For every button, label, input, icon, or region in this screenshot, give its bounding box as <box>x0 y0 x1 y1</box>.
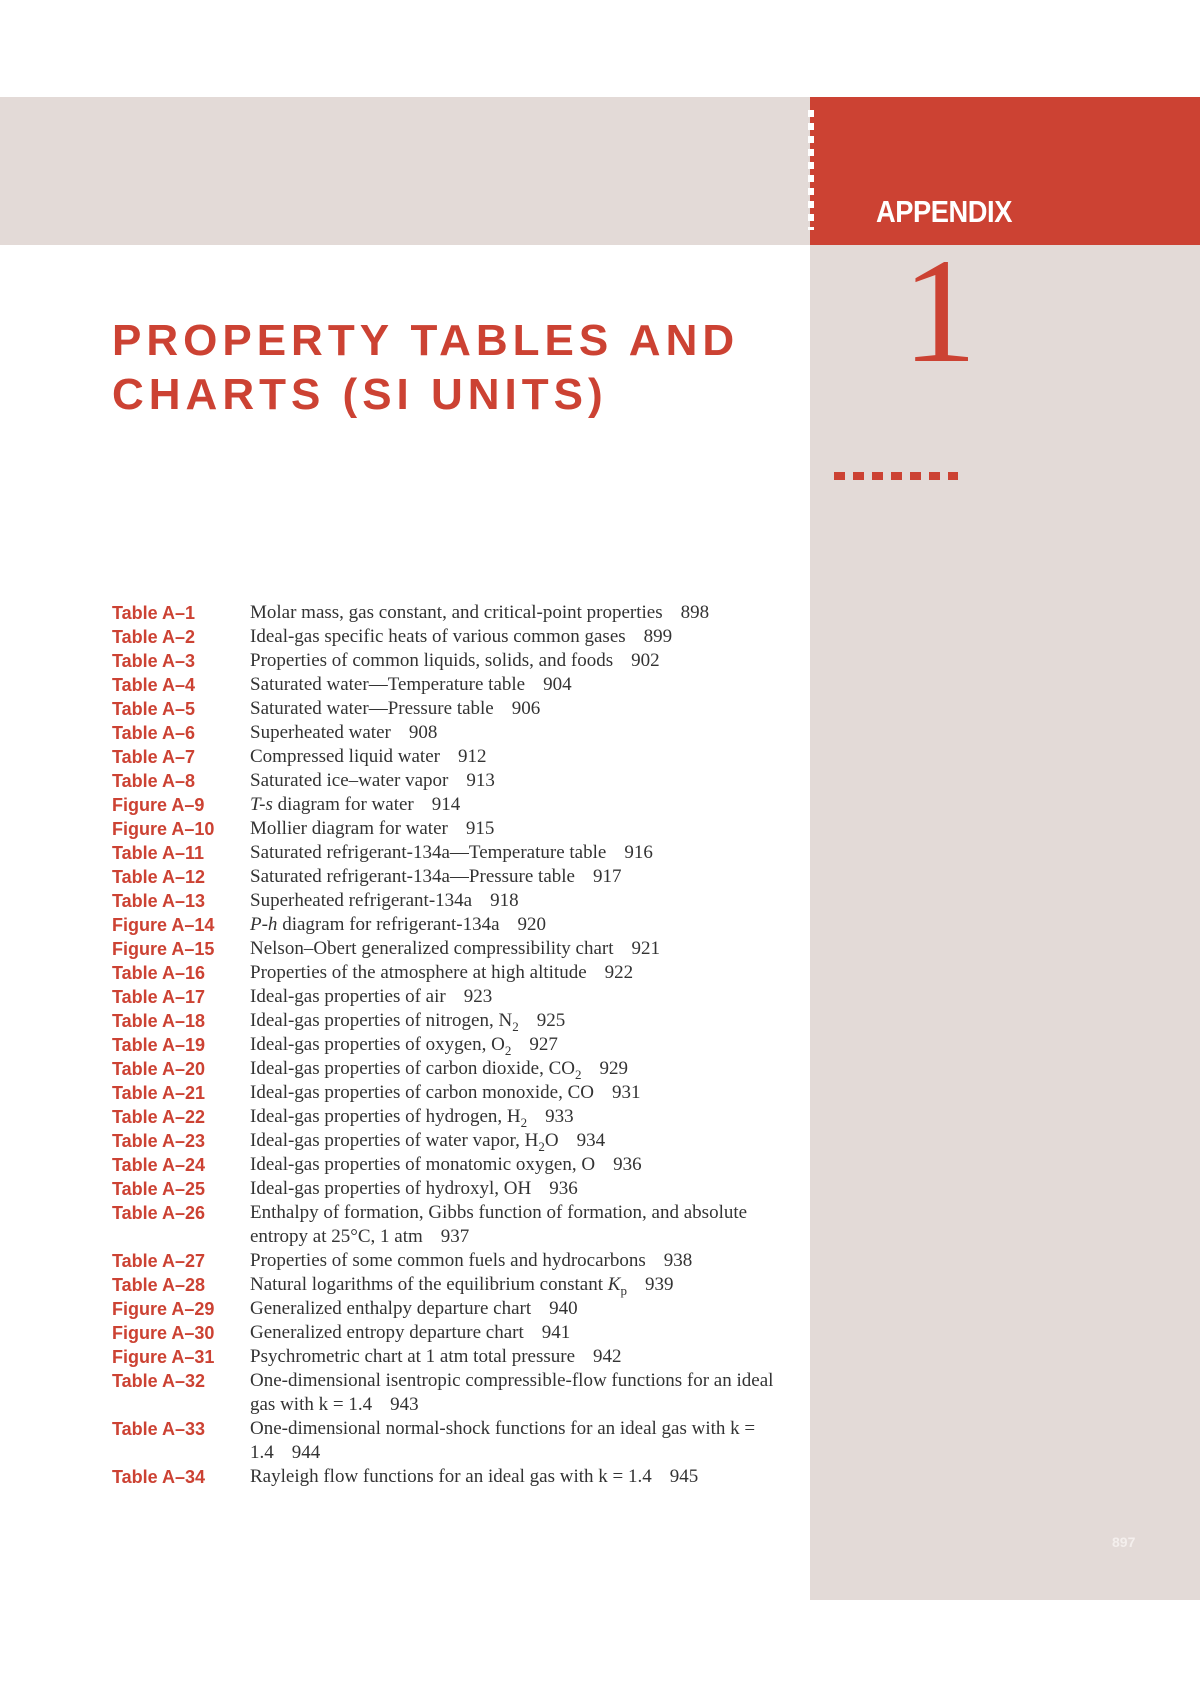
toc-entry-description <box>250 697 802 721</box>
toc-entry-description <box>250 721 802 745</box>
toc-entry-subscript: 2 <box>504 1042 512 1058</box>
toc-entry <box>112 649 802 673</box>
toc-entry-text: Mollier diagram for water <box>250 818 448 839</box>
toc-entry-page-number: 934 <box>576 1130 606 1151</box>
toc-entry-label: Table A–12 <box>112 867 206 887</box>
toc-entry-description <box>250 1129 802 1153</box>
toc-entry <box>112 1201 802 1249</box>
toc-entry-subscript: 2 <box>538 1138 545 1154</box>
appendix-number: 1 <box>902 228 977 394</box>
toc-entry-text: Ideal-gas properties of oxygen, O <box>250 1034 505 1055</box>
toc-entry-label: Table A–13 <box>112 891 206 911</box>
toc-entry-page-number: 923 <box>463 986 493 1007</box>
toc-entry-text: Superheated refrigerant-134a <box>250 890 473 911</box>
toc-entry-text: Generalized enthalpy departure chart <box>250 1298 532 1319</box>
toc-entry <box>112 721 802 745</box>
toc-entry-description <box>250 841 802 865</box>
toc-entry-text: Molar mass, gas constant, and critical-point properties <box>250 602 663 623</box>
toc-entry <box>112 937 802 961</box>
page-title-line-1: PROPERTY TABLES AND <box>112 316 740 365</box>
toc-entry-label: Table A–26 <box>112 1203 206 1223</box>
toc-entry-text: Saturated refrigerant-134a—Pressure table <box>250 866 575 887</box>
toc-entry-page-number: 938 <box>663 1250 693 1271</box>
toc-entry-subscript: p <box>620 1282 627 1298</box>
toc-entry <box>112 913 802 937</box>
toc-entry-subscript: 2 <box>520 1114 528 1130</box>
toc-entry-description <box>250 817 802 841</box>
appendix-label: APPENDIX <box>876 194 1012 229</box>
toc-entry-label: Table A–18 <box>112 1011 206 1031</box>
toc-entry <box>112 841 802 865</box>
toc-entry-description <box>250 1297 802 1321</box>
toc-entry-text: Properties of some common fuels and hydrocarbons <box>250 1250 646 1271</box>
toc-entry-text: Enthalpy of formation, Gibbs function of formation, and absolute entropy at 25°C, 1 atm <box>250 1202 748 1247</box>
toc-entry-description <box>250 1201 802 1249</box>
page-title-line-2: CHARTS (SI UNITS) <box>112 370 608 419</box>
toc-entry-label: Table A–33 <box>112 1419 206 1439</box>
table-of-contents <box>112 601 802 1489</box>
decorative-dashes <box>834 472 958 480</box>
toc-entry <box>112 1153 802 1177</box>
toc-entry-description <box>250 1345 802 1369</box>
toc-entry-text: Rayleigh flow functions for an ideal gas with k = 1.4 <box>250 1466 652 1487</box>
toc-entry-page-number: 914 <box>431 794 461 815</box>
toc-entry <box>112 817 802 841</box>
toc-entry <box>112 1009 802 1033</box>
toc-entry-page-number: 908 <box>408 722 438 743</box>
toc-entry-text: Ideal-gas properties of hydrogen, H <box>250 1106 521 1127</box>
toc-entry-text: Properties of the atmosphere at high altitude <box>250 962 587 983</box>
toc-entry-label: Figure A–14 <box>112 915 215 935</box>
toc-entry-page-number: 922 <box>604 962 634 983</box>
toc-entry-description <box>250 1273 802 1297</box>
toc-entry-page-number: 906 <box>511 698 541 719</box>
toc-entry <box>112 601 802 625</box>
toc-entry-text: Ideal-gas properties of monatomic oxygen, O <box>250 1154 596 1175</box>
toc-entry-page-number: 939 <box>644 1274 674 1295</box>
toc-entry-text: Ideal-gas specific heats of various common gases <box>250 626 626 647</box>
toc-entry <box>112 1297 802 1321</box>
toc-entry-page-number: 927 <box>529 1034 558 1055</box>
toc-entry-label: Figure A–10 <box>112 819 215 839</box>
toc-entry <box>112 1369 802 1417</box>
toc-entry-symbol: T-s <box>250 794 273 815</box>
toc-entry-description <box>250 1153 802 1177</box>
toc-entry <box>112 673 802 697</box>
toc-entry-page-number: 916 <box>624 842 653 863</box>
toc-entry-label: Table A–3 <box>112 651 196 671</box>
toc-entry-page-number: 917 <box>592 866 622 887</box>
toc-entry-text: Ideal-gas properties of water vapor, H <box>250 1130 539 1151</box>
toc-entry-label: Table A–19 <box>112 1035 206 1055</box>
toc-entry-label: Figure A–9 <box>112 795 205 815</box>
toc-entry-text: One-dimensional normal-shock functions for an ideal gas with k = 1.4 <box>250 1418 756 1463</box>
toc-entry-text: Ideal-gas properties of nitrogen, N <box>250 1010 513 1031</box>
toc-entry-page-number: 936 <box>549 1178 578 1199</box>
toc-entry-symbol: K <box>607 1274 621 1295</box>
toc-entry-description <box>250 865 802 889</box>
toc-entry-label: Table A–17 <box>112 987 206 1007</box>
toc-entry <box>112 1321 802 1345</box>
toc-entry-page-number: 913 <box>466 770 495 791</box>
toc-entry-description <box>250 1105 802 1129</box>
toc-entry-description <box>250 1321 802 1345</box>
toc-entry-description <box>250 889 802 913</box>
toc-entry-text: Saturated water—Pressure table <box>250 698 494 719</box>
toc-entry-label: Table A–22 <box>112 1107 206 1127</box>
toc-entry-text: Ideal-gas properties of carbon dioxide, CO <box>250 1058 576 1079</box>
toc-entry-subscript: 2 <box>512 1018 519 1034</box>
toc-entry-description <box>250 985 802 1009</box>
toc-entry-symbol: P-h <box>250 914 278 935</box>
toc-entry-page-number: 904 <box>543 674 572 695</box>
toc-entry-page-number: 940 <box>549 1298 578 1319</box>
toc-entry-text: Natural logarithms of the equilibrium constant <box>250 1274 608 1295</box>
toc-entry <box>112 1273 802 1297</box>
toc-entry-page-number: 942 <box>593 1346 622 1367</box>
toc-entry-description <box>250 1057 802 1081</box>
toc-entry-description <box>250 649 802 673</box>
toc-entry-page-number: 937 <box>440 1226 470 1247</box>
toc-entry <box>112 769 802 793</box>
toc-entry-description <box>250 1249 802 1273</box>
toc-entry-page-number: 944 <box>291 1442 321 1463</box>
toc-entry-label: Table A–7 <box>112 747 196 767</box>
toc-entry-description <box>250 913 802 937</box>
toc-entry-label: Table A–28 <box>112 1275 206 1295</box>
toc-entry-page-number: 929 <box>599 1058 629 1079</box>
toc-entry-text: Ideal-gas properties of carbon monoxide, CO <box>250 1082 595 1103</box>
toc-entry-text: Psychrometric chart at 1 atm total pressure <box>250 1346 576 1367</box>
toc-entry-page-number: 945 <box>669 1466 699 1487</box>
page-number: 897 <box>1112 1534 1136 1550</box>
toc-entry-description <box>250 1081 802 1105</box>
toc-entry <box>112 625 802 649</box>
toc-entry-description <box>250 673 802 697</box>
toc-entry-description <box>250 601 802 625</box>
toc-entry-text: Saturated water—Temperature table <box>250 674 526 695</box>
toc-entry-text: O <box>544 1130 559 1151</box>
toc-entry-page-number: 933 <box>545 1106 574 1127</box>
toc-entry-description <box>250 961 802 985</box>
toc-entry-page-number: 925 <box>536 1010 566 1031</box>
toc-entry-label: Figure A–31 <box>112 1347 215 1367</box>
toc-entry-page-number: 936 <box>613 1154 642 1175</box>
toc-entry-description <box>250 937 802 961</box>
toc-entry-text: Ideal-gas properties of hydroxyl, OH <box>250 1178 532 1199</box>
toc-entry-text: Superheated water <box>250 722 391 743</box>
toc-entry-text: diagram for refrigerant-134a <box>277 914 500 935</box>
toc-entry-description <box>250 1369 802 1417</box>
side-panel <box>810 245 1200 1600</box>
toc-entry-text: Compressed liquid water <box>250 746 440 767</box>
toc-entry-text: Saturated ice–water vapor <box>250 770 449 791</box>
toc-entry-description <box>250 769 802 793</box>
toc-entry-label: Figure A–15 <box>112 939 215 959</box>
toc-entry-text: Properties of common liquids, solids, and foods <box>250 650 614 671</box>
toc-entry <box>112 793 802 817</box>
toc-entry-description <box>250 1009 802 1033</box>
toc-entry-label: Table A–2 <box>112 627 196 647</box>
toc-entry-page-number: 931 <box>612 1082 641 1103</box>
toc-entry-description <box>250 625 802 649</box>
toc-entry-label: Table A–27 <box>112 1251 206 1271</box>
toc-entry-label: Table A–8 <box>112 771 196 791</box>
toc-entry <box>112 985 802 1009</box>
toc-entry-page-number: 941 <box>541 1322 571 1343</box>
toc-entry-text: Generalized entropy departure chart <box>250 1322 524 1343</box>
toc-entry-label: Table A–23 <box>112 1131 206 1151</box>
toc-entry-description <box>250 1177 802 1201</box>
toc-entry-text: One-dimensional isentropic compressible-flow functions for an ideal gas with k = 1.4 <box>250 1370 774 1415</box>
toc-entry-description <box>250 793 802 817</box>
toc-entry-label: Table A–32 <box>112 1371 206 1391</box>
toc-entry-page-number: 915 <box>465 818 495 839</box>
toc-entry-description <box>250 1033 802 1057</box>
toc-entry-page-number: 918 <box>490 890 519 911</box>
toc-entry <box>112 1345 802 1369</box>
toc-entry <box>112 865 802 889</box>
toc-entry <box>112 961 802 985</box>
toc-entry-label: Table A–25 <box>112 1179 206 1199</box>
toc-entry <box>112 1417 802 1465</box>
toc-entry-label: Table A–24 <box>112 1155 206 1175</box>
toc-entry-page-number: 912 <box>457 746 487 767</box>
toc-entry <box>112 697 802 721</box>
toc-entry <box>112 1249 802 1273</box>
toc-entry <box>112 745 802 769</box>
toc-entry-label: Table A–11 <box>112 843 205 863</box>
toc-entry-label: Table A–34 <box>112 1467 206 1487</box>
toc-entry-description <box>250 745 802 769</box>
toc-entry-text: Nelson–Obert generalized compressibility chart <box>250 938 614 959</box>
toc-entry-page-number: 943 <box>390 1394 419 1415</box>
toc-entry-page-number: 898 <box>680 602 710 623</box>
toc-entry <box>112 1105 802 1129</box>
toc-entry-label: Table A–6 <box>112 723 196 743</box>
toc-entry <box>112 1081 802 1105</box>
toc-entry-label: Table A–5 <box>112 699 196 719</box>
toc-entry-label: Figure A–29 <box>112 1299 215 1319</box>
toc-entry <box>112 1177 802 1201</box>
toc-entry-description <box>250 1417 802 1465</box>
toc-entry <box>112 889 802 913</box>
dashed-divider <box>808 110 814 230</box>
toc-entry-label: Table A–16 <box>112 963 206 983</box>
toc-entry-page-number: 902 <box>631 650 660 671</box>
toc-entry-page-number: 920 <box>517 914 547 935</box>
toc-entry-description <box>250 1465 802 1489</box>
toc-entry-label: Table A–20 <box>112 1059 206 1079</box>
toc-entry <box>112 1465 802 1489</box>
toc-entry-label: Figure A–30 <box>112 1323 215 1343</box>
header-band <box>0 97 810 245</box>
toc-entry <box>112 1057 802 1081</box>
toc-entry-label: Table A–1 <box>112 603 196 623</box>
toc-entry-label: Table A–21 <box>112 1083 206 1103</box>
toc-entry-text: diagram for water <box>272 794 414 815</box>
toc-entry-label: Table A–4 <box>112 675 196 695</box>
toc-entry <box>112 1129 802 1153</box>
page-title <box>112 314 772 422</box>
toc-entry-subscript: 2 <box>575 1066 582 1082</box>
toc-entry-page-number: 921 <box>631 938 661 959</box>
toc-entry-text: Ideal-gas properties of air <box>250 986 446 1007</box>
toc-entry-page-number: 899 <box>643 626 673 647</box>
toc-entry <box>112 1033 802 1057</box>
toc-entry-text: Saturated refrigerant-134a—Temperature table <box>250 842 607 863</box>
